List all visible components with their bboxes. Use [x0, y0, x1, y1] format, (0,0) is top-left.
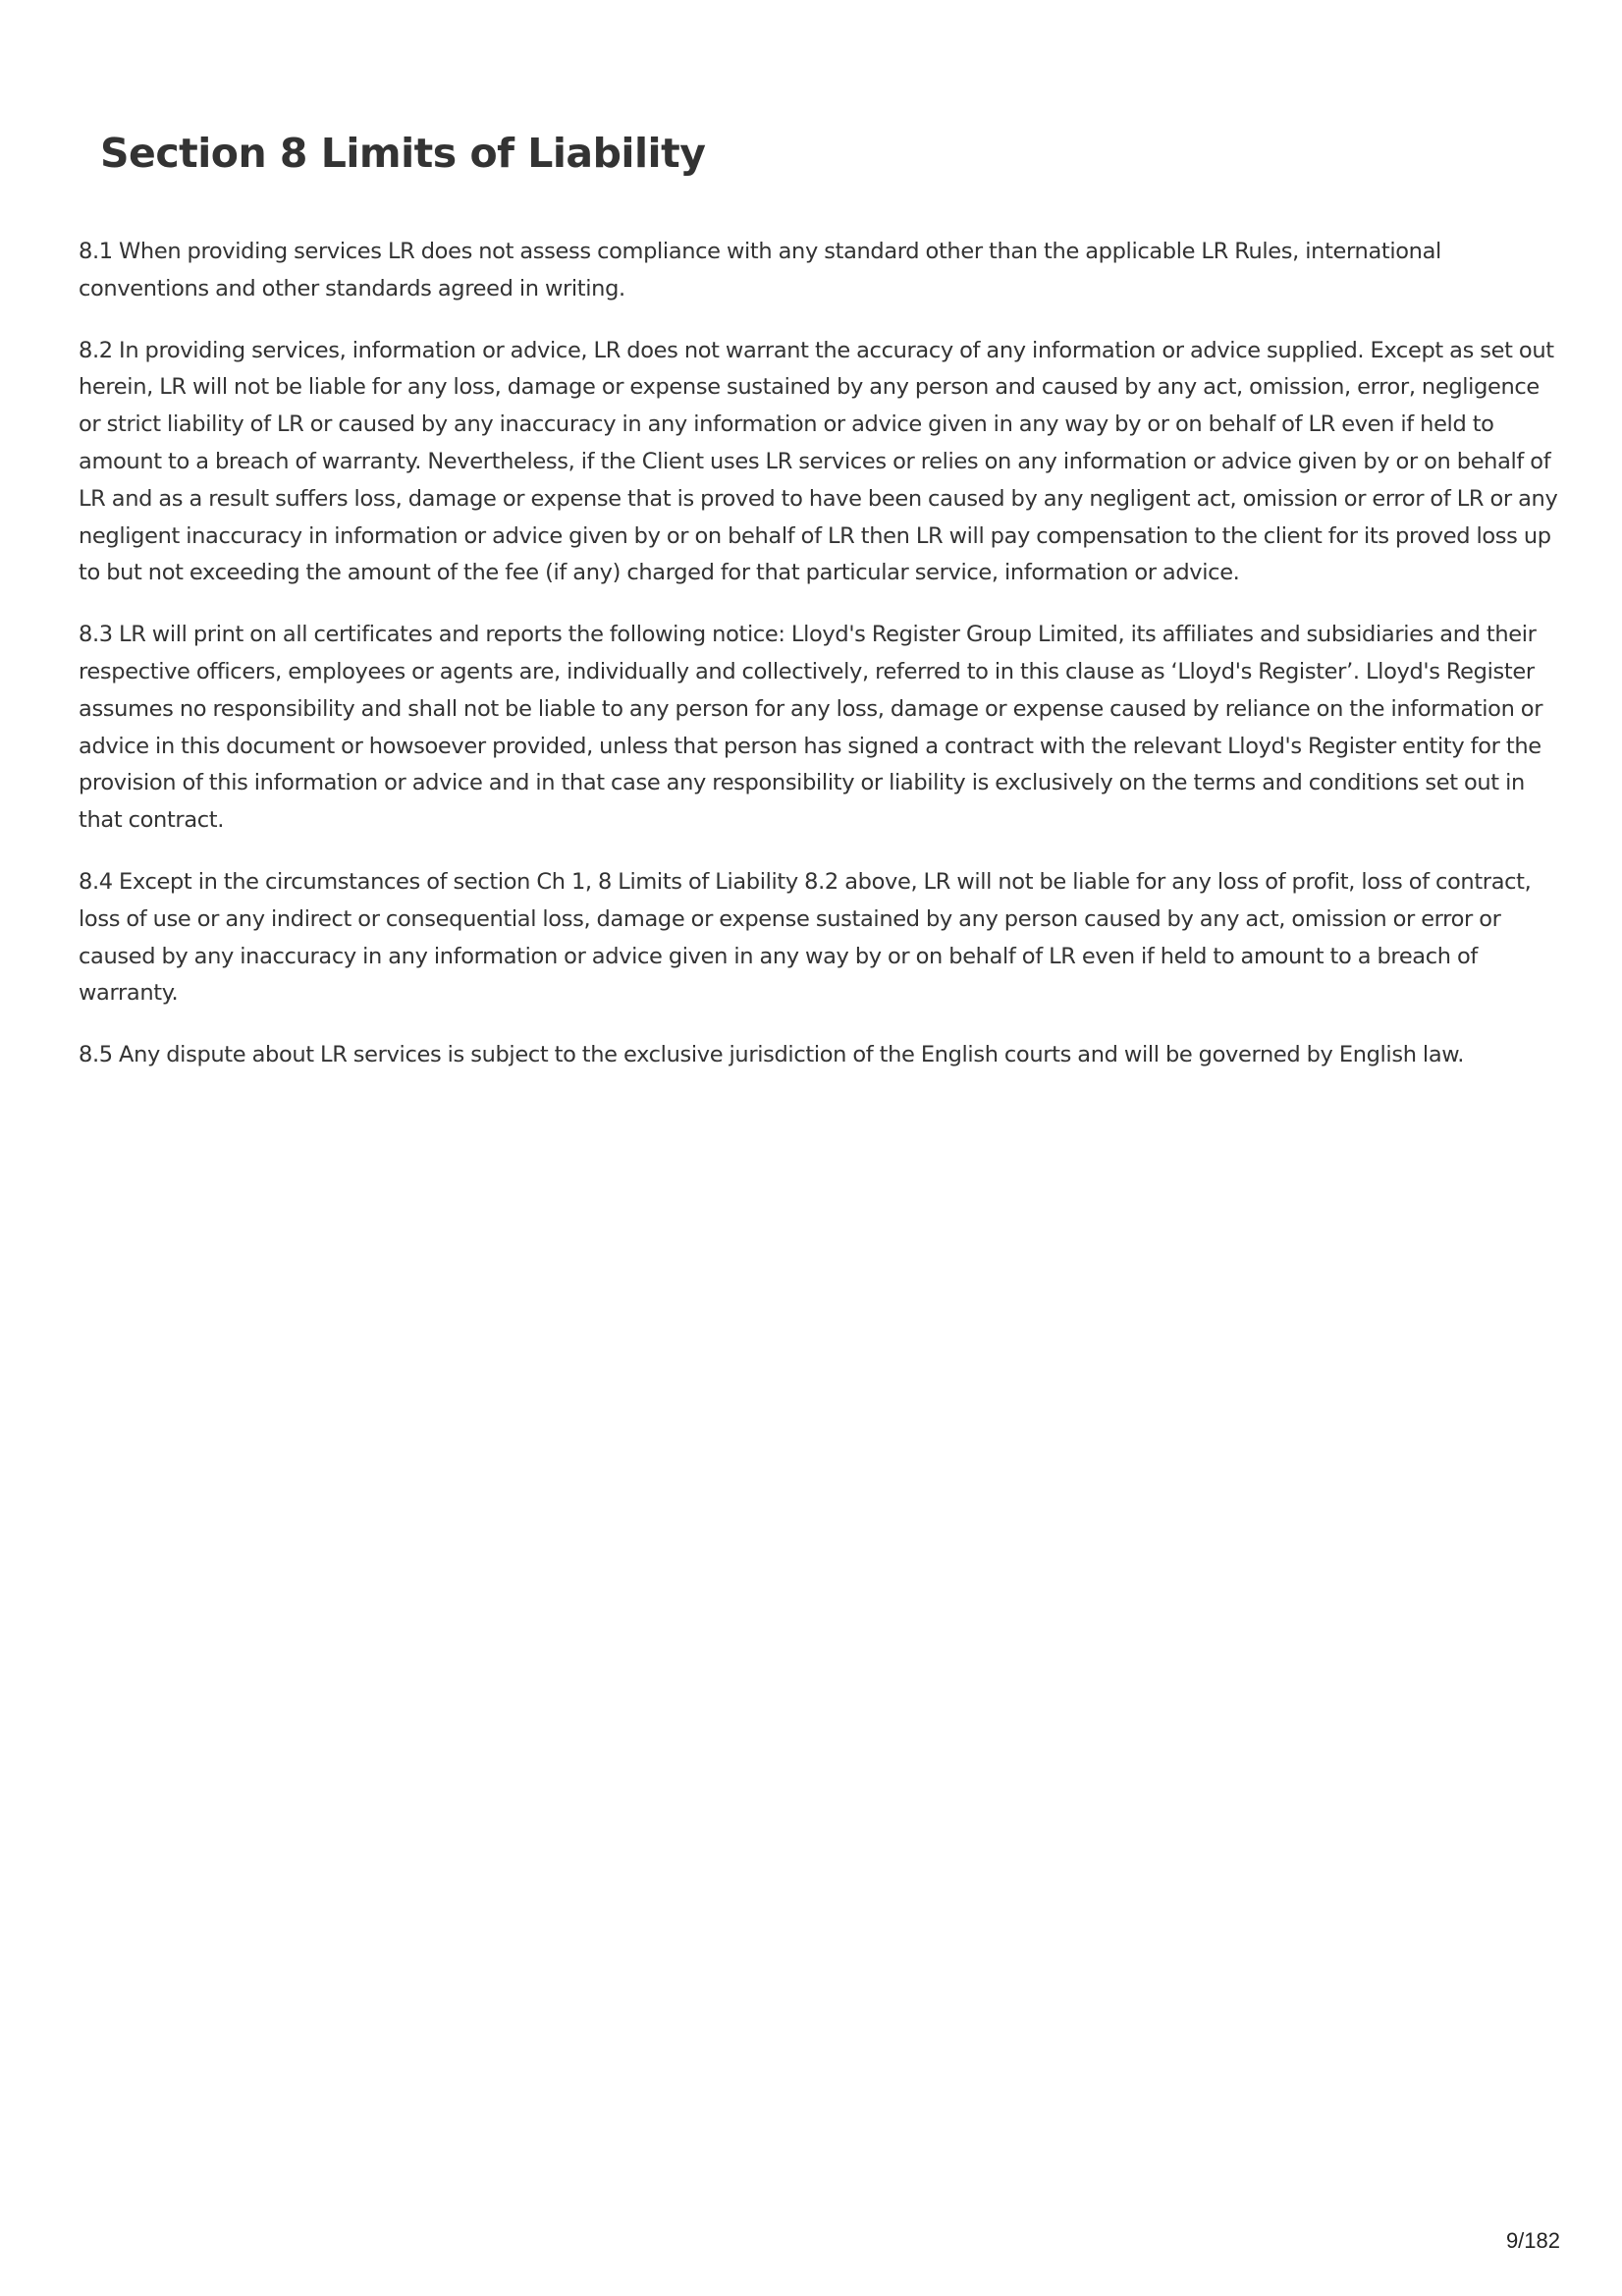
clauses-body: [79, 234, 1559, 1099]
clause-8-1: 8.1 When providing services LR does not assess compliance with any standard other than the applicable LR Rules, international conventions and other standards agreed in writing.: [79, 239, 1441, 301]
section-title: Section 8 Limits of Liability: [100, 130, 706, 177]
clause-8-2: 8.2 In providing services, information or advice, LR does not warrant the accuracy of any information or advice supplied. Except as set out herein, LR will not be liable for any loss, damage or expense sustained by any person and caused by any act, omission, error, negligence or strict liability of LR or caused by any inaccuracy in any information or advice given in any way by or on behalf of LR even if held to amount to a breach of warranty. Nevertheless, if the Client uses LR services or relies on any information or advice given by or on behalf of LR and as a result suffers loss, damage or expense that is proved to have been caused by any negligent act, omission or error of LR or any negligent inaccuracy in information or advice given by or on behalf of LR then LR will pay compensation to the client for its proved loss up to but not exceeding the amount of the fee (if any) charged for that particular service, information or advice.: [79, 337, 1558, 586]
clause-8-3: 8.3 LR will print on all certificates and reports the following notice: Lloyd's Register Group Limited, its affiliates and subsidiaries and their respective officers, employees or agents are, individually and collectively, referred to in this clause as ‘Lloyd's Register’. Lloyd's Register assumes no responsibility and shall not be liable to any person for any loss, damage or expense caused by reliance on the information or advice in this document or howsoever provided, unless that person has signed a contract with the relevant Lloyd's Register entity for the provision of this information or advice and in that case any responsibility or liability is exclusively on the terms and conditions set out in that contract.: [79, 622, 1543, 834]
clause-8-5: 8.5 Any dispute about LR services is subject to the exclusive jurisdiction of the English courts and will be governed by English law.: [79, 1042, 1465, 1068]
clause-8-4: 8.4 Except in the circumstances of section Ch 1, 8 Limits of Liability 8.2 above, LR will not be liable for any loss of profit, loss of contract, loss of use or any indirect or consequential loss, damage or expense sustained by any person caused by any act, omission or error or caused by any inaccuracy in any information or advice given in any way by or on behalf of LR even if held to amount to a breach of warranty.: [79, 868, 1532, 1007]
page-number: 9/182: [1505, 2228, 1560, 2253]
